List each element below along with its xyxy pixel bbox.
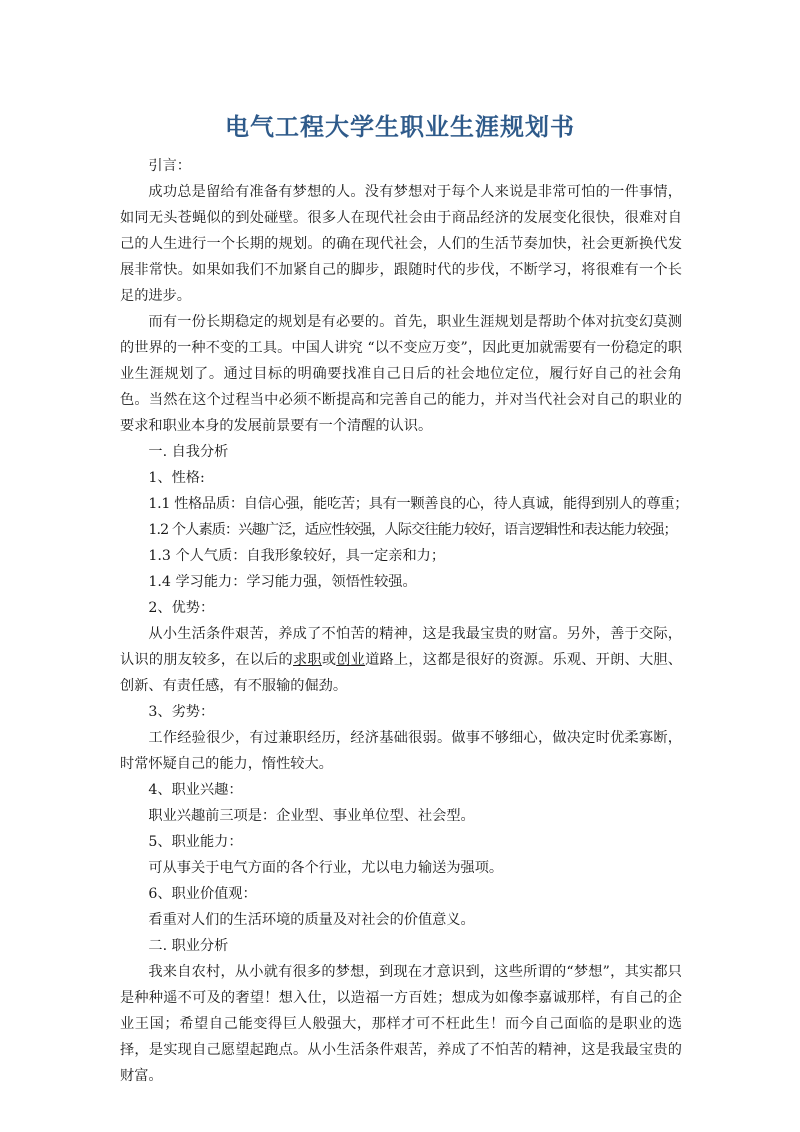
document-title: 电气工程大学生职业生涯规划书 <box>225 113 575 141</box>
job-hunting-link[interactable]: 求职 <box>292 652 322 668</box>
section-1-4-heading: 4、职业兴趣： <box>148 782 243 798</box>
section-1-heading: 一. 自我分析 <box>148 444 229 460</box>
section-1-6-heading: 6、职业价值观： <box>148 886 257 902</box>
section-1-6-paragraph: 看重对人们的生活环境的质量及对社会的价值意义。 <box>148 912 475 928</box>
section-2-heading: 二. 职业分析 <box>148 938 229 954</box>
section-1-3-heading: 3、劣势： <box>148 704 215 720</box>
intro-paragraph-2: 而有一份长期稳定的规划是有必要的。首先，职业生涯规划是帮助个体对抗变幻莫测的世界的一种不变的工具。中国人讲究 “以不变应万变”，因此更加就需要有一份稳定的职业生涯规划了。通过目标的明确要找准自己日后的社会地位定位，履行好自己的社会角色。当然在这个过程当中必须不断提高和完善自己的能力，并对当代社会对自己的职业的要求和职业本身的发展前景要有一个清醒的认识。 <box>120 314 682 434</box>
document-body <box>120 153 689 1089</box>
section-2-paragraph: 我来自农村，从小就有很多的梦想，到现在才意识到，这些所谓的“梦想”，其实都只是种种遥不可及的奢望！想入仕，以造福一方百姓；想成为如像李嘉诚那样，有自己的企业王国；希望自己能变得巨人般强大，那样才可不枉此生！而今自己面临的是职业的选择，是实现自己愿望起跑点。从小生活条件艰苦，养成了不怕苦的精神，这是我最宝贵的财富。 <box>120 964 682 1084</box>
intro-paragraph-1: 成功总是留给有准备有梦想的人。没有梦想对于每个人来说是非常可怕的一件事情，如同无头苍蝇似的到处碰壁。很多人在现代社会由于商品经济的发展变化很快，很难对自己的人生进行一个长期的规划。的确在现代社会，人们的生活节奏加快，社会更新换代发展非常快。如果如我们不加紧自己的脚步，跟随时代的步伐，不断学习，将很难有一个长足的进步。 <box>120 184 682 304</box>
section-1-1-4: 1.4 学习能力：学习能力强，领悟性较强。 <box>148 574 417 590</box>
section-1-1-1: 1.1 性格品质：自信心强，能吃苦；具有一颗善良的心，待人真诚，能得到别人的尊重； <box>148 496 689 512</box>
section-1-1-heading: 1、性格: <box>148 470 205 486</box>
section-1-2-text-b: 道路上，这都是很好的资源。乐观、开朗、大胆、创新、有责任感，有不服输的倔劲。 <box>120 652 682 694</box>
section-1-1-2: 1.2 个人素质：兴趣广泛，适应性较强，人际交往能力较好，语言逻辑性和表达能力较强； <box>148 522 677 538</box>
section-1-5-heading: 5、职业能力： <box>148 834 243 850</box>
section-1-2-text-a: 从小生活条件艰苦，养成了不怕苦的精神，这是我最宝贵的财富。另外，善于交际，认识的朋友较多，在以后的 <box>120 626 682 668</box>
section-1-3-paragraph: 工作经验很少，有过兼职经历，经济基础很弱。做事不够细心，做决定时优柔寡断，时常怀疑自己的能力，惰性较大。 <box>120 730 682 772</box>
section-1-1-3: 1.3 个人气质：自我形象较好，具一定亲和力； <box>148 548 446 564</box>
section-1-4-paragraph: 职业兴趣前三项是：企业型、事业单位型、社会型。 <box>148 808 475 824</box>
section-1-2-heading: 2、优势： <box>148 600 215 616</box>
section-1-2-or: 或 <box>321 652 337 668</box>
section-1-2-paragraph <box>120 621 682 699</box>
entrepreneurship-link[interactable]: 创业 <box>336 652 366 668</box>
section-1-5-paragraph: 可从事关于电气方面的各个行业，尤以电力输送为强项。 <box>148 860 504 876</box>
intro-label: 引言： <box>148 158 191 174</box>
